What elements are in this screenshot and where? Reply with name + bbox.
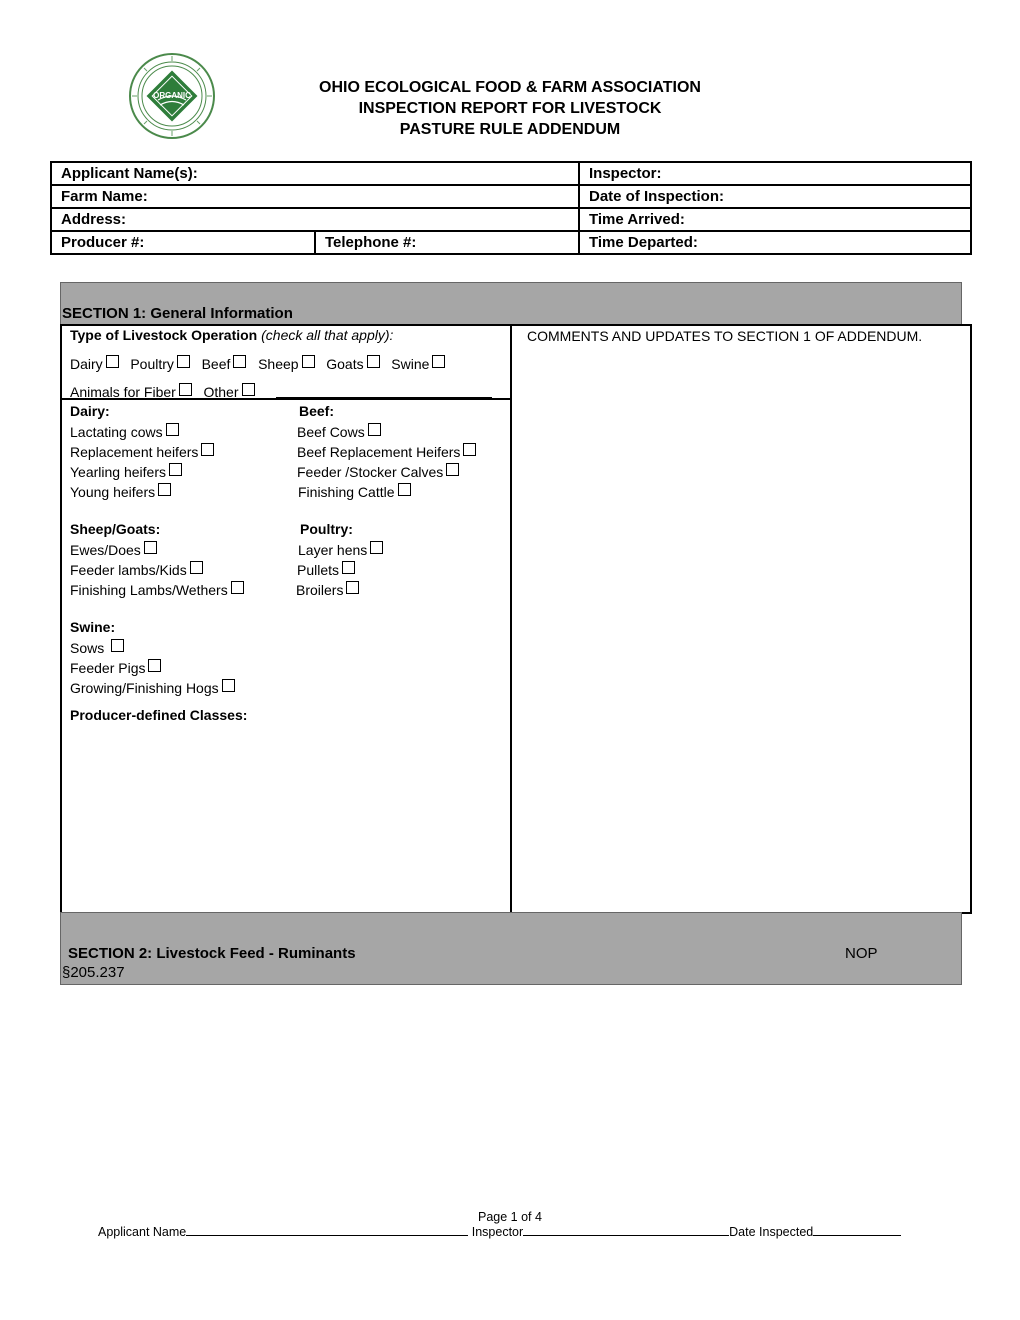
footer-inspector-blank[interactable] — [523, 1235, 729, 1236]
goats-checkbox[interactable] — [367, 355, 380, 368]
dairy-item: Lactating cows — [70, 423, 179, 440]
beef-item: Beef Cows — [297, 423, 381, 440]
beef-item: Beef Replacement Heifers — [297, 443, 476, 460]
poultry-item: Layer hens — [298, 541, 383, 558]
ewes-does-checkbox[interactable] — [144, 541, 157, 554]
section1-comments-box[interactable] — [510, 324, 972, 914]
section2-reference: §205.237 — [62, 964, 125, 981]
layer-hens-checkbox[interactable] — [370, 541, 383, 554]
poultry-item: Broilers — [296, 581, 359, 598]
swine-checkbox[interactable] — [432, 355, 445, 368]
pullets-checkbox[interactable] — [342, 561, 355, 574]
footer-applicant-blank[interactable] — [186, 1235, 468, 1236]
section1-left-box — [60, 324, 512, 914]
beef-cows-checkbox[interactable] — [368, 423, 381, 436]
operation-type-label: Type of Livestock Operation (check all that apply): — [70, 327, 394, 343]
section2-title: SECTION 2: Livestock Feed - Ruminants — [68, 945, 356, 962]
feeder-pigs-checkbox[interactable] — [148, 659, 161, 672]
growing-hogs-checkbox[interactable] — [222, 679, 235, 692]
logo-center-text: ORGANIC — [153, 91, 191, 100]
lactating-cows-checkbox[interactable] — [166, 423, 179, 436]
finishing-cattle-checkbox[interactable] — [398, 483, 411, 496]
sheep-item: Ewes/Does — [70, 541, 157, 558]
dairy-heading: Dairy: — [70, 403, 110, 419]
types-row-1 — [70, 355, 445, 372]
footer-date-blank[interactable] — [813, 1235, 901, 1236]
applicant-name-field[interactable]: Applicant Name(s): — [51, 162, 579, 185]
sheep-goats-heading: Sheep/Goats: — [70, 521, 161, 537]
type-other: Other — [203, 384, 254, 400]
type-poultry: Poultry — [130, 356, 190, 372]
yearling-heifers-checkbox[interactable] — [169, 463, 182, 476]
swine-heading: Swine: — [70, 619, 116, 635]
beef-replacement-heifers-checkbox[interactable] — [463, 443, 476, 456]
replacement-heifers-checkbox[interactable] — [201, 443, 214, 456]
beef-item: Feeder /Stocker Calves — [297, 463, 459, 480]
type-beef: Beef — [202, 356, 247, 372]
feeder-lambs-checkbox[interactable] — [190, 561, 203, 574]
address-field[interactable]: Address: — [51, 208, 579, 231]
beef-item: Finishing Cattle — [298, 483, 411, 500]
page-number: Page 1 of 4 — [478, 1210, 542, 1224]
feeder-calves-checkbox[interactable] — [446, 463, 459, 476]
swine-item: Feeder Pigs — [70, 659, 161, 676]
type-goats: Goats — [326, 356, 379, 372]
producer-number-field[interactable]: Producer #: — [51, 231, 315, 254]
time-arrived-field[interactable]: Time Arrived: — [579, 208, 971, 231]
section2-nop: NOP — [845, 945, 878, 962]
other-blank-line[interactable] — [276, 397, 492, 398]
inspector-field[interactable]: Inspector: — [579, 162, 971, 185]
dairy-item: Replacement heifers — [70, 443, 214, 460]
date-of-inspection-field[interactable]: Date of Inspection: — [579, 185, 971, 208]
poultry-item: Pullets — [297, 561, 355, 578]
type-dairy: Dairy — [70, 356, 119, 372]
footer-date-label: Date Inspected — [729, 1225, 814, 1239]
header-line-1: OHIO ECOLOGICAL FOOD & FARM ASSOCIATION — [319, 79, 701, 96]
beef-heading: Beef: — [299, 403, 335, 419]
beef-checkbox[interactable] — [233, 355, 246, 368]
swine-item: Growing/Finishing Hogs — [70, 679, 235, 696]
telephone-field[interactable]: Telephone #: — [315, 231, 579, 254]
sheep-checkbox[interactable] — [302, 355, 315, 368]
producer-defined-classes-label: Producer-defined Classes: — [70, 707, 248, 723]
types-row-2 — [70, 383, 255, 400]
broilers-checkbox[interactable] — [346, 581, 359, 594]
fiber-checkbox[interactable] — [179, 383, 192, 396]
section1-title: SECTION 1: General Information — [62, 305, 293, 322]
young-heifers-checkbox[interactable] — [158, 483, 171, 496]
farm-name-field[interactable]: Farm Name: — [51, 185, 579, 208]
swine-item: Sows — [70, 639, 124, 656]
footer-applicant-label: Applicant Name — [98, 1225, 187, 1239]
footer-inspector-label: Inspector — [471, 1225, 524, 1239]
poultry-checkbox[interactable] — [177, 355, 190, 368]
dairy-checkbox[interactable] — [106, 355, 119, 368]
info-table — [50, 161, 972, 255]
header-line-3: PASTURE RULE ADDENDUM — [399, 121, 621, 138]
dairy-item: Young heifers — [70, 483, 171, 500]
type-swine: Swine — [391, 356, 445, 372]
type-fiber: Animals for Fiber — [70, 384, 192, 400]
poultry-heading: Poultry: — [300, 521, 353, 537]
sows-checkbox[interactable] — [111, 639, 124, 652]
footer-line — [98, 1225, 901, 1239]
time-departed-field[interactable]: Time Departed: — [579, 231, 971, 254]
header-line-2: INSPECTION REPORT FOR LIVESTOCK — [358, 100, 662, 117]
comments-label: COMMENTS AND UPDATES TO SECTION 1 OF ADDENDUM. — [527, 328, 923, 344]
other-checkbox[interactable] — [242, 383, 255, 396]
type-sheep: Sheep — [258, 356, 314, 372]
dairy-item: Yearling heifers — [70, 463, 182, 480]
sheep-item: Finishing Lambs/Wethers — [70, 581, 244, 598]
sheep-item: Feeder lambs/Kids — [70, 561, 203, 578]
finishing-lambs-checkbox[interactable] — [231, 581, 244, 594]
